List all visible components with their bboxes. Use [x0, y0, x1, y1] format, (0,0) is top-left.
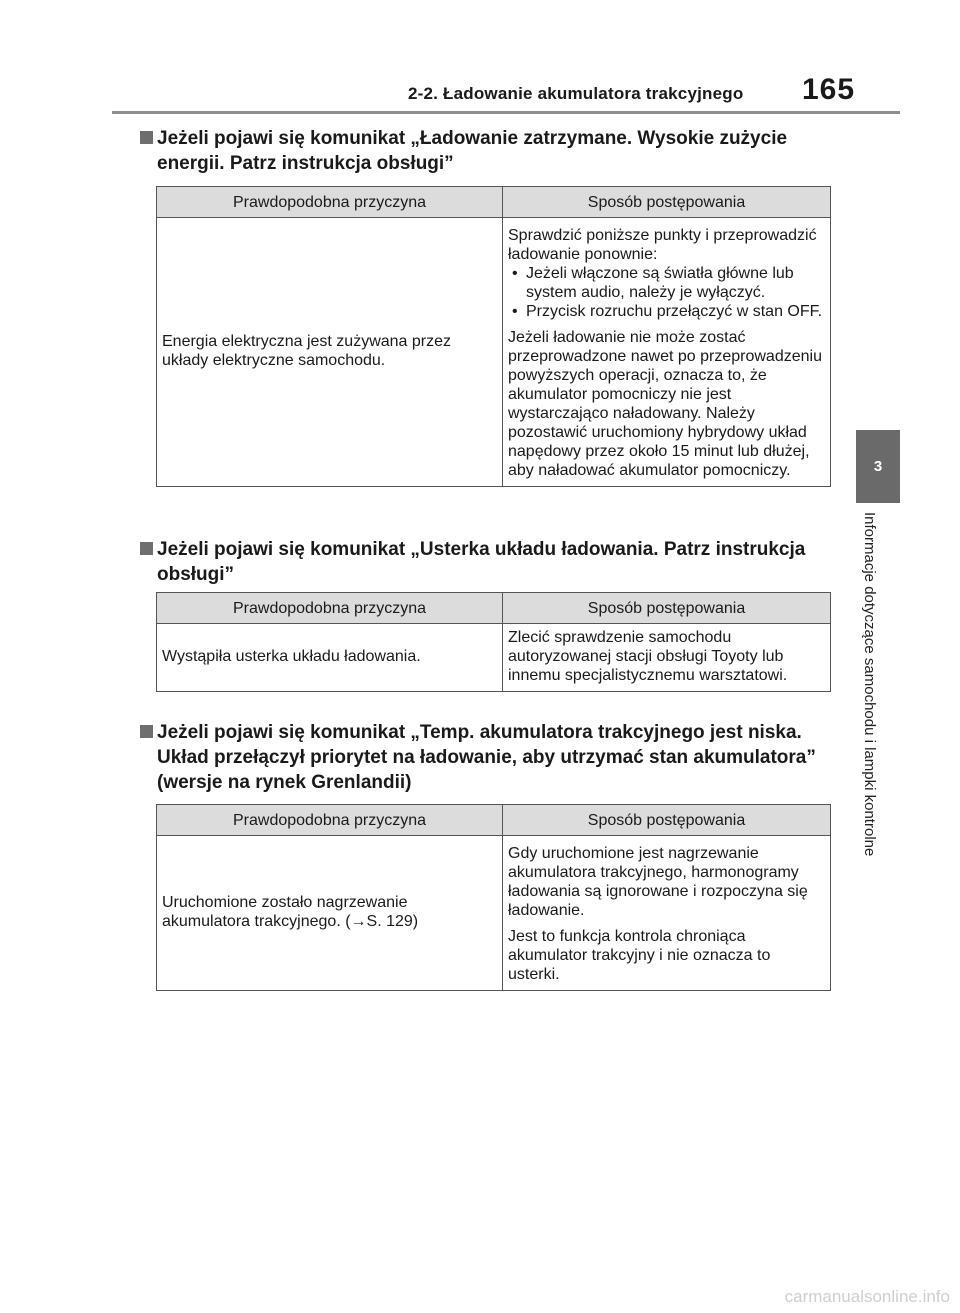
section-heading-text: Jeżeli pojawi się komunikat „Usterka układu ładowania. Patrz instrukcja obsługi” — [157, 539, 806, 585]
action-text: Gdy uruchomione jest nagrzewanie akumulatora trakcyjnego, harmonogramy ładowania są ignorowane i rozpoczyna się ładowanie. — [508, 845, 808, 919]
header-divider — [112, 111, 900, 114]
action-cell — [503, 218, 831, 487]
table-header-row — [157, 187, 831, 218]
column-header-cause: Prawdopodobna przyczyna — [157, 187, 503, 218]
page-number: 165 — [802, 73, 856, 106]
table-row — [157, 836, 831, 991]
action-note: Jest to funkcja kontrola chroniąca akumulator trakcyjny i nie oznacza to usterki. — [508, 928, 771, 983]
section-heading-3 — [157, 720, 847, 795]
table-header-row — [157, 593, 831, 624]
cause-cell: Energia elektryczna jest zużywana przez układy elektryczne samochodu. — [157, 218, 503, 487]
column-header-cause: Prawdopodobna przyczyna — [157, 593, 503, 624]
column-header-cause: Prawdopodobna przyczyna — [157, 805, 503, 836]
action-cell — [503, 836, 831, 991]
square-bullet-icon — [140, 725, 153, 738]
square-bullet-icon — [140, 131, 153, 144]
section-heading-1 — [157, 126, 847, 176]
section-heading-text: Jeżeli pojawi się komunikat „Ładowanie zatrzymane. Wysokie zużycie energii. Patrz instrukcja obsługi” — [157, 128, 788, 174]
info-table-2 — [156, 592, 831, 692]
cause-cell: Uruchomione zostało nagrzewanie akumulatora trakcyjnego. (→S. 129) — [157, 836, 503, 991]
column-header-action: Sposób postępowania — [503, 593, 831, 624]
info-table-1 — [156, 186, 831, 487]
info-table-3 — [156, 804, 831, 991]
section-heading-2 — [157, 537, 847, 587]
section-title: 2-2. Ładowanie akumulatora trakcyjnego — [408, 84, 744, 103]
list-item: • Przycisk rozruchu przełączyć w stan OFF. — [508, 302, 825, 321]
column-header-action: Sposób postępowania — [503, 805, 831, 836]
watermark: carmanualsonline.info — [784, 1287, 950, 1306]
action-intro: Sprawdzić poniższe punkty i przeprowadzić ładowanie ponownie: — [508, 227, 817, 263]
table-row — [157, 624, 831, 692]
action-note: Jeżeli ładowanie nie może zostać przeprowadzone nawet po przeprowadzeniu powyższych operacji, oznacza to, że akumulator pomocniczy nie jest wystarczająco naładowany. Należy pozostawić uruchomiony hybrydowy układ napędowy przez około 15 minut lub dłużej, aby naładować akumulator pomocniczy. — [508, 329, 822, 479]
column-header-action: Sposób postępowania — [503, 187, 831, 218]
chapter-title: Informacje dotyczące samochodu i lampki kontrolne — [861, 512, 878, 857]
section-heading-text: Jeżeli pojawi się komunikat „Temp. akumulatora trakcyjnego jest niska. Układ przełączył priorytet na ładowanie, aby utrzymać stan akumulatora” (wersje na rynek Grenlandii) — [157, 722, 816, 793]
table-row — [157, 218, 831, 487]
list-item: • Jeżeli włączone są światła główne lub system audio, należy je wyłączyć. — [508, 264, 825, 302]
square-bullet-icon — [140, 542, 153, 555]
action-bullet-list — [508, 264, 825, 321]
action-cell: Zlecić sprawdzenie samochodu autoryzowanej stacji obsługi Toyoty lub innemu specjalistycznemu warsztatowi. — [503, 624, 831, 692]
table-header-row — [157, 805, 831, 836]
chapter-tab: 3 — [856, 430, 900, 503]
cause-cell: Wystąpiła usterka układu ładowania. — [157, 624, 503, 692]
